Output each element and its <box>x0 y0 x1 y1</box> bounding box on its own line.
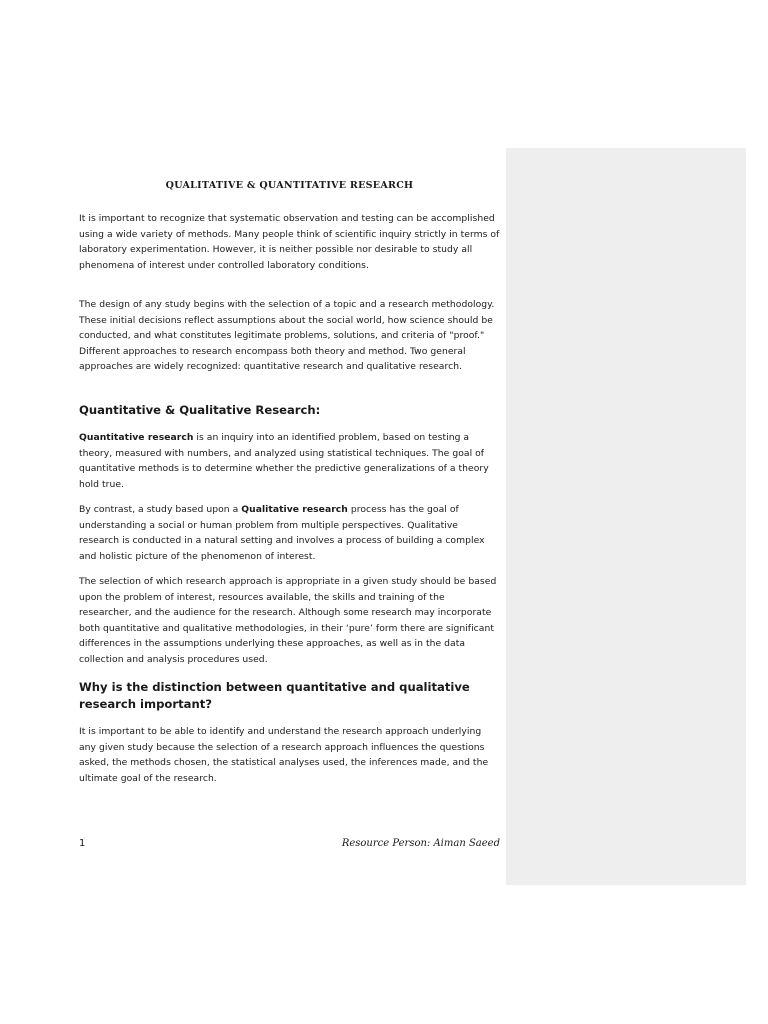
comment-margin-pane <box>506 148 746 885</box>
section-heading-quant-qual: Quantitative & Qualitative Research: <box>79 403 321 417</box>
distinction-paragraph: It is important to be able to identify and understand the research approach underlying any given study because the selection of a research approach influences the questions asked, the methods chosen, the statistical analyses used, the inferences made, and the ultimate goal of the research. <box>79 726 489 784</box>
design-paragraph: The design of any study begins with the selection of a topic and a research methodology. These initial decisions reflect assumptions about the social world, how science should be conducted, and what constitutes legitimate problems, solutions, and criteria of "proof." Different approaches to research encompass both theory and method. Two general approaches are widely recognized: quantitative research and qualitative research. <box>79 299 495 373</box>
qualitative-paragraph <box>79 502 500 564</box>
qualitative-term: Qualitative research <box>241 504 348 515</box>
qualitative-text: process has the goal of understanding a social or human problem from multiple perspectives. Qualitative research is conducted in a natural setting and involves a process of building a complex and holistic picture of the phenomenon of interest. <box>79 504 485 562</box>
document-title: QUALITATIVE & QUANTITATIVE RESEARCH <box>165 180 414 191</box>
qualitative-intro: By contrast, a study based upon a <box>79 504 242 515</box>
page-number: 1 <box>79 838 86 849</box>
quantitative-term: Quantitative research <box>79 432 194 443</box>
selection-paragraph: The selection of which research approach is appropriate in a given study should be based upon the problem of interest, resources available, the skills and training of the researcher, and the audience for the research. Although some research may incorporate both quantitative and qualitative methodologies, in their ‘pure’ form there are significant differences in the assumptions underlying these approaches, as well as in the data collection and analysis procedures used. <box>79 576 497 665</box>
intro-paragraph: It is important to recognize that systematic observation and testing can be accomplished using a wide variety of methods. Many people think of scientific inquiry strictly in terms of laboratory experimentation. However, it is neither possible nor desirable to study all phenomena of interest under controlled laboratory conditions. <box>79 213 500 271</box>
footer-author: Resource Person: Aiman Saeed <box>341 838 500 849</box>
quantitative-paragraph <box>79 430 500 492</box>
quantitative-text: is an inquiry into an identified problem, based on testing a theory, measured with numbers, and analyzed using statistical techniques. The goal of quantitative methods is to determine whether the predictive generalizations of a theory hold true. <box>79 432 489 490</box>
section-heading-distinction: Why is the distinction between quantitative and qualitative research important? <box>79 680 470 711</box>
